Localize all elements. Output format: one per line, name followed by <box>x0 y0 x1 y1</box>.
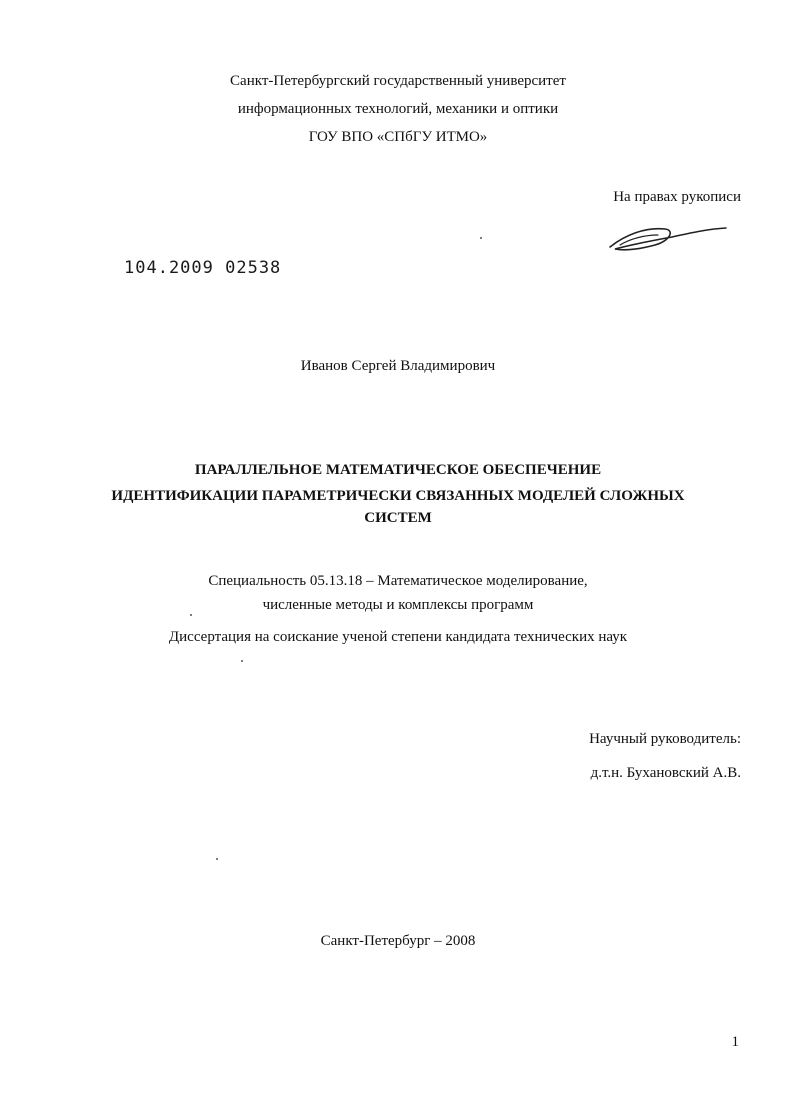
university-line-3: ГОУ ВПО «СПбГУ ИТМО» <box>308 129 488 145</box>
scan-speck <box>216 858 218 860</box>
author-name: Иванов Сергей Владимирович <box>300 358 496 374</box>
university-line-1: Санкт-Петербургский государственный университет <box>230 73 566 89</box>
scan-speck <box>241 660 243 662</box>
scan-speck <box>190 614 192 616</box>
supervisor-label: Научный руководитель: <box>589 731 741 747</box>
specialty-line-2: численные методы и комплексы программ <box>262 597 534 613</box>
signature-icon <box>600 215 730 260</box>
dissertation-title-line-3: СИСТЕМ <box>364 510 432 526</box>
page-number: 1 <box>731 1034 739 1050</box>
dissertation-title-line-2: ИДЕНТИФИКАЦИИ ПАРАМЕТРИЧЕСКИ СВЯЗАННЫХ МОДЕЛЕЙ СЛОЖНЫХ <box>111 488 685 504</box>
supervisor-name: д.т.н. Бухановский А.В. <box>590 765 741 781</box>
university-line-2: информационных технологий, механики и оптики <box>237 101 559 117</box>
scan-speck <box>480 237 482 239</box>
degree-statement: Диссертация на соискание ученой степени кандидата технических наук <box>168 629 628 645</box>
specialty-line-1: Специальность 05.13.18 – Математическое моделирование, <box>208 573 588 589</box>
rights-note: На правах рукописи <box>613 189 741 205</box>
place-year: Санкт-Петербург – 2008 <box>320 933 476 949</box>
archive-stamp: 104.2009 02538 <box>124 258 282 278</box>
dissertation-title-line-1: ПАРАЛЛЕЛЬНОЕ МАТЕМАТИЧЕСКОЕ ОБЕСПЕЧЕНИЕ <box>194 462 602 478</box>
